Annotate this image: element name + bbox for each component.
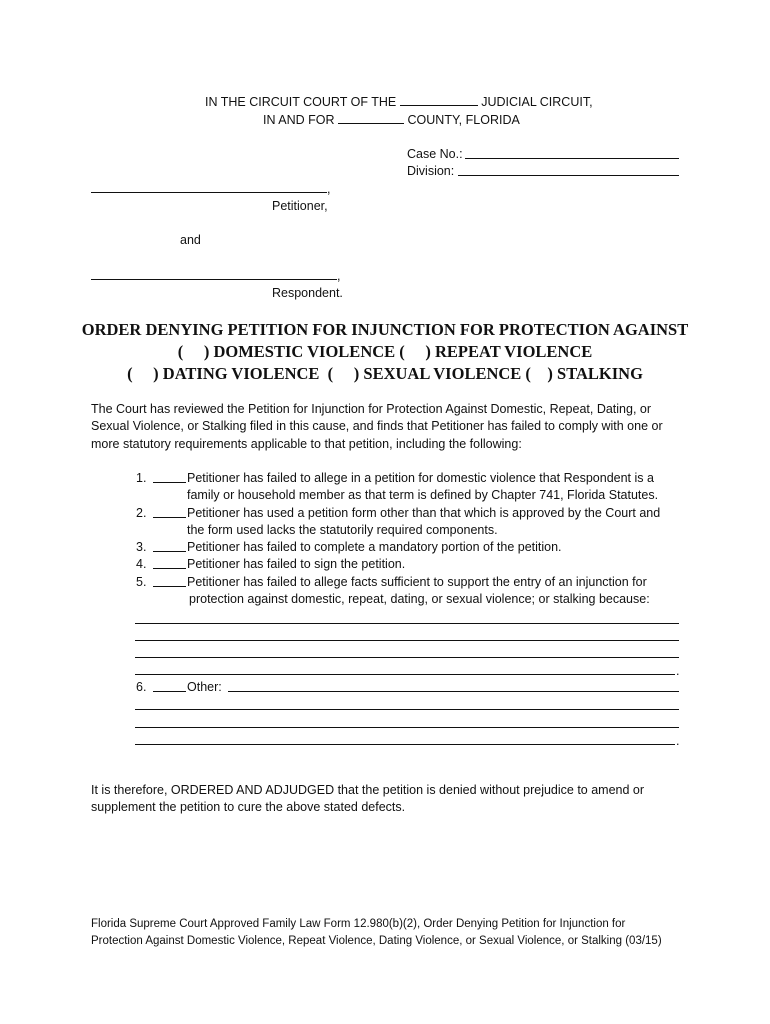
- circuit-blank[interactable]: [400, 93, 478, 106]
- court-line: [205, 93, 593, 111]
- item-6-explanation-line[interactable]: [135, 727, 679, 728]
- item-text: Petitioner has failed to complete a mandatory portion of the petition.: [187, 540, 562, 554]
- item-number: 3.: [136, 540, 147, 554]
- item-text: Petitioner has failed to sign the petition.: [187, 557, 406, 571]
- division-label: Division:: [407, 164, 455, 178]
- item-5-explanation-line[interactable]: [135, 657, 679, 658]
- item-5-period: .: [676, 664, 680, 678]
- county-line-suffix: COUNTY, FLORIDA: [407, 113, 520, 127]
- division-field[interactable]: [458, 175, 679, 176]
- respondent-label: Respondent.: [272, 286, 343, 300]
- footer-line-2: Protection Against Domestic Violence, Repeat Violence, Dating Violence, or Sexual Violence, or Stalking (03/15): [91, 935, 662, 947]
- title-line-2: ( ) DOMESTIC VIOLENCE ( ) REPEAT VIOLENCE: [177, 342, 593, 361]
- item-text: Petitioner has failed to allege in a petition for domestic violence that Respondent is a: [187, 471, 654, 485]
- item-number: 5.: [136, 575, 147, 589]
- item-5-check-blank[interactable]: [153, 586, 186, 587]
- item-text: Other:: [187, 680, 222, 694]
- item-6-explanation-line[interactable]: [135, 709, 679, 710]
- title-line-1: ORDER DENYING PETITION FOR INJUNCTION FOR PROTECTION AGAINST: [81, 320, 689, 339]
- item-6-explanation-line[interactable]: [135, 744, 675, 745]
- item-text-cont: the form used lacks the statutorily required components.: [187, 523, 498, 537]
- petitioner-comma: ,: [327, 182, 331, 196]
- case-no-field[interactable]: [465, 158, 679, 159]
- and-label: and: [180, 233, 201, 247]
- county-line-prefix: IN AND FOR: [263, 113, 335, 127]
- item-number: 6.: [136, 680, 147, 694]
- title-line-3: ( ) DATING VIOLENCE ( ) SEXUAL VIOLENCE ( ) STALKING: [127, 364, 643, 383]
- item-5-explanation-line[interactable]: [135, 640, 679, 641]
- item-text: Petitioner has failed to allege facts sufficient to support the entry of an injunction for: [187, 575, 647, 589]
- item-text-cont: family or household member as that term is defined by Chapter 741, Florida Statutes.: [187, 488, 659, 502]
- respondent-name-field[interactable]: [91, 279, 337, 280]
- item-5-explanation-line[interactable]: [135, 623, 679, 624]
- court-line-suffix: JUDICIAL CIRCUIT,: [481, 95, 593, 109]
- item-3-check-blank[interactable]: [153, 551, 186, 552]
- respondent-comma: ,: [337, 269, 341, 283]
- item-5-explanation-line[interactable]: [135, 674, 675, 675]
- item-text-cont: protection against domestic, repeat, dating, or sexual violence; or stalking because:: [189, 592, 650, 606]
- item-number: 4.: [136, 557, 147, 571]
- intro-paragraph: The Court has reviewed the Petition for Injunction for Protection Against Domestic, Repeat, Dating, or Sexual Violence, or Stalking filed in this cause, and finds that Petitioner has failed to comply with one or more statutory requirements applicable to that petition, including the following:: [91, 402, 663, 451]
- item-6-period: .: [676, 734, 680, 748]
- item-number: 2.: [136, 506, 147, 520]
- county-line: [263, 111, 520, 129]
- item-number: 1.: [136, 471, 147, 485]
- petitioner-label: Petitioner,: [272, 199, 328, 213]
- other-field[interactable]: [228, 691, 679, 692]
- footer-line-1: Florida Supreme Court Approved Family Law Form 12.980(b)(2), Order Denying Petition for Injunction for: [91, 918, 626, 930]
- item-2-check-blank[interactable]: [153, 517, 186, 518]
- item-1-check-blank[interactable]: [153, 482, 186, 483]
- item-text: Petitioner has used a petition form other than that which is approved by the Court and: [187, 506, 661, 520]
- petitioner-name-field[interactable]: [91, 192, 327, 193]
- order-paragraph: It is therefore, ORDERED AND ADJUDGED that the petition is denied without prejudice to amend or supplement the petition to cure the above stated defects.: [91, 783, 645, 815]
- item-6-check-blank[interactable]: [153, 691, 186, 692]
- item-4-check-blank[interactable]: [153, 568, 186, 569]
- court-line-prefix: IN THE CIRCUIT COURT OF THE: [205, 95, 397, 109]
- county-blank[interactable]: [338, 111, 404, 124]
- case-no-label: Case No.:: [407, 147, 463, 161]
